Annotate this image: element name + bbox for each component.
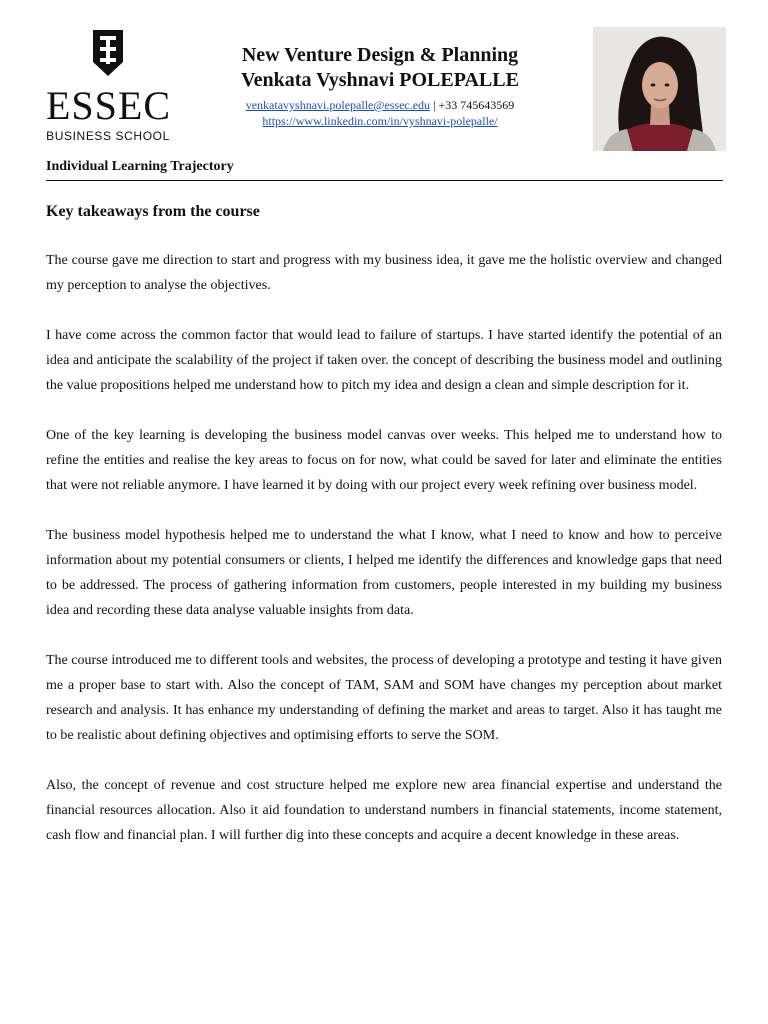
paragraph: Also, the concept of revenue and cost structure helped me explore new area financial expertise and understand the financial resources allocation. Also it aid foundation to understand numbers in financial statements, income statement, cash flow and financial plan. I will further dig into these concepts and acquire a decent knowledge in these areas. (46, 778, 722, 843)
paragraph: The course gave me direction to start and progress with my business idea, it gave me the holistic overview and changed my perception to analyse the objectives. (46, 253, 722, 293)
email-link[interactable]: venkatavyshnavi.polepalle@essec.edu (245, 98, 431, 112)
logo-subtitle: BUSINESS SCHOOL (46, 129, 170, 143)
document-header (190, 43, 570, 129)
paragraph: The course introduced me to different tools and websites, the process of developing a prototype and testing it have given me a proper base to start with. Also the concept of TAM, SAM and SOM have changes my perception about market research and analysis. It has enhance my understanding of defining the market and areas to target. Also it has taught me to be realistic about defining objectives and optimising efforts to serve the SOM. (46, 653, 722, 743)
author-name: Venkata Vyshnavi POLEPALLE (241, 69, 519, 91)
paragraph: One of the key learning is developing the business model canvas over weeks. This helped me to understand how to refine the entities and realise the key areas to focus on for now, what could be saved for later and eliminate the entities that were not reliable anymore. I have learned it by doing with our project every week refining over business model. (46, 428, 722, 493)
header-divider (46, 180, 723, 181)
shield-icon (93, 30, 123, 76)
linkedin-line (190, 113, 570, 129)
body-text (46, 248, 722, 873)
course-title: New Venture Design & Planning (241, 44, 519, 66)
document-subtitle: Individual Learning Trajectory (46, 159, 234, 174)
linkedin-link[interactable]: https://www.linkedin.com/in/vyshnavi-polepalle/ (262, 114, 498, 128)
contact-line (190, 97, 570, 113)
profile-photo (593, 27, 726, 151)
phone-number: +33 745643569 (438, 98, 515, 112)
contact-separator: | (430, 98, 439, 112)
paragraph: I have come across the common factor that would lead to failure of startups. I have started identify the potential of an idea and anticipate the scalability of the project if taken over. the concept of describing the business model and outlining the value propositions helped me understand how to pitch my idea and design a clean and simple description for it. (46, 328, 722, 393)
essec-logo (46, 30, 170, 150)
portrait-image (593, 27, 726, 151)
paragraph: The business model hypothesis helped me to understand the what I know, what I need to know and how to perceive information about my potential consumers or clients, I helped me identify the differences and knowledge gaps that need to be addressed. The process of gathering information from customers, people interested in my building my business idea and recording these data analyse valuable insights from data. (46, 528, 722, 618)
logo-wordmark: ESSEC (46, 83, 172, 128)
section-heading: Key takeaways from the course (46, 203, 260, 220)
